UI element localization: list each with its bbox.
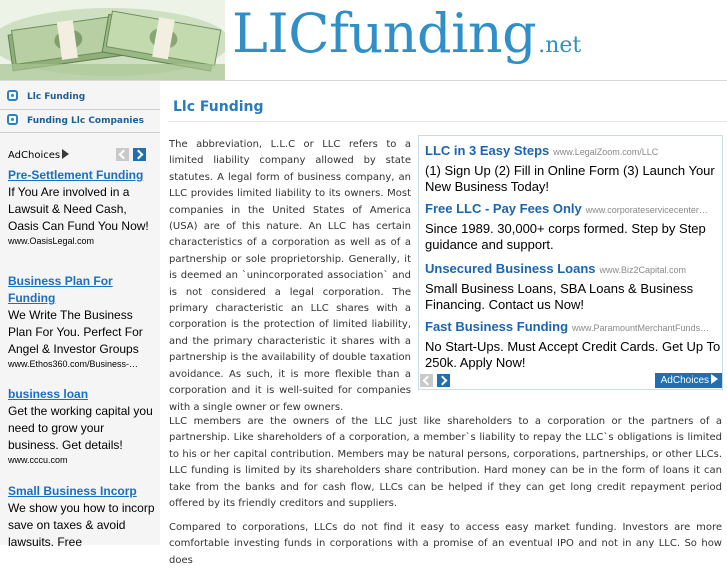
previous-ad-button[interactable] — [420, 374, 433, 387]
ad-url[interactable]: www.ParamountMerchantFunds… — [572, 323, 710, 333]
ad-description: Get the working capital you need to grow your business. Get details! — [8, 404, 153, 452]
ad-description: We show you how to incorp save on taxes & avoid lawsuits. Free — [8, 501, 155, 549]
bullet-icon — [7, 114, 18, 125]
bullet-icon — [7, 90, 18, 101]
ad-title-link[interactable]: Fast Business Funding — [425, 319, 569, 334]
ad-url[interactable]: www.corporateservicecenter… — [585, 205, 708, 215]
page-title: Llc Funding — [173, 99, 264, 115]
logo-main-text: LICfunding — [232, 2, 537, 65]
site-logo[interactable] — [232, 2, 581, 65]
adchoices-label: AdChoices — [8, 150, 61, 161]
ad-title-link[interactable]: business loan — [8, 387, 89, 401]
ad-title-link[interactable]: Unsecured Business Loans — [425, 261, 596, 276]
next-ad-button[interactable] — [133, 148, 146, 161]
ad-block[interactable] — [425, 200, 721, 252]
ad-title-link[interactable]: Pre-Settlement Funding — [8, 168, 144, 182]
adchoices-triangle-icon — [62, 149, 69, 159]
sidebar-ad[interactable] — [8, 167, 156, 247]
adchoices-link[interactable] — [8, 149, 69, 161]
ad-url[interactable]: www.Ethos360.com/Business-… — [8, 359, 139, 369]
adchoices-label: AdChoices — [660, 375, 709, 386]
ad-block[interactable] — [425, 318, 721, 370]
ad-title-link[interactable]: LLC in 3 Easy Steps — [425, 143, 550, 158]
chevron-right-icon — [134, 150, 144, 160]
ad-description: Small Business Loans, SBA Loans & Business Financing. Contact us Now! — [425, 281, 694, 312]
sidebar — [0, 81, 160, 549]
next-ad-button[interactable] — [437, 374, 450, 387]
chevron-right-icon — [438, 376, 448, 386]
ad-title-link[interactable]: Small Business Incorp — [8, 484, 137, 498]
title-divider — [168, 121, 727, 122]
previous-ad-button[interactable] — [116, 148, 129, 161]
chevron-left-icon — [119, 150, 129, 160]
ad-title-link[interactable]: Business Plan For Funding — [8, 274, 113, 305]
sidebar-ad[interactable] — [8, 483, 156, 551]
ad-title-link[interactable]: Free LLC - Pay Fees Only — [425, 201, 582, 216]
sidebar-item-llc-funding[interactable] — [0, 86, 160, 108]
article-paragraph-1: The abbreviation, L.L.C or LLC refers to a limited liability company allowed by state statutes. A legal form of business company, an LLC provides limited liability to its owners. Most companies in the United States of America (USA) are of this nature. An LLC has certain characteristics of a corporation as well as of a partnership or sole proprietorship. Generally, it is deemed an `unincorporated association` and is not considered a legal corporation. The primary characteristic an LLC shares with a corporation is the protection of limited liability, and the primary characteristic it shares with a partnership is the availability of double taxation avoidance. As such, it is more flexible than a corporation and it is well-suited for companies with a single owner or few owners. — [169, 139, 411, 413]
ad-description: We Write The Business Plan For You. Perfect For Angel & Investor Groups — [8, 308, 143, 356]
adchoices-link[interactable] — [655, 373, 722, 388]
sidebar-item-label: Llc Funding — [27, 92, 86, 102]
article-paragraph-2: LLC members are the owners of the LLC just like shareholders to a corporation or the partners of a partnership. Like shareholders of a corporation, a member`s liability to repay the LLC`s obligations is limited to his or her capital contribution. Members may be natural persons, corporations, partnerships, or other LLCs. LLC funding is limited by its shareholders share contribution. Hard money can be in the form of loans it can take from the banks and for cash flow, LLCs can be helped if they can get long credit repayment period offered by its friendly creditors and suppliers. — [169, 416, 722, 510]
adchoices-triangle-icon — [711, 374, 718, 384]
logo-tld-text: .net — [538, 33, 582, 58]
money-banner-image — [0, 0, 225, 81]
ad-url[interactable]: www.cccu.com — [8, 455, 68, 465]
ad-url[interactable]: www.Biz2Capital.com — [599, 265, 687, 275]
sidebar-ad[interactable] — [8, 273, 156, 370]
ad-url[interactable]: www.OasisLegal.com — [8, 236, 95, 246]
ad-description: If You Are involved in a Lawsuit & Need Cash, Oasis Can Fund You Now! — [8, 185, 149, 233]
sidebar-item-funding-llc-companies[interactable] — [0, 110, 160, 132]
ad-description: No Start-Ups. Must Accept Credit Cards. Get Up To 250k. Apply Now! — [425, 339, 721, 370]
article-paragraph-3: Compared to corporations, LLCs do not find it easy to access easy market funding. Investors are more comfortable investing funds in corporations with a promise of an eventual IPO and not in any LLC. So how does — [169, 522, 722, 566]
sidebar-ad[interactable] — [8, 386, 156, 466]
ad-block[interactable] — [425, 142, 721, 194]
ad-block[interactable] — [425, 260, 721, 312]
ad-url[interactable]: www.LegalZoom.com/LLC — [553, 147, 659, 157]
ad-nav-bar — [419, 373, 722, 389]
sidebar-item-label: Funding Llc Companies — [27, 116, 144, 126]
nav-divider — [0, 132, 160, 133]
ad-unit — [418, 135, 723, 390]
ad-description: Since 1989. 30,000+ corps formed. Step by Step guidance and support. — [425, 221, 706, 252]
chevron-left-icon — [423, 376, 433, 386]
site-header — [0, 0, 727, 81]
ad-description: (1) Sign Up (2) Fill in Online Form (3) Launch Your New Business Today! — [425, 163, 715, 194]
